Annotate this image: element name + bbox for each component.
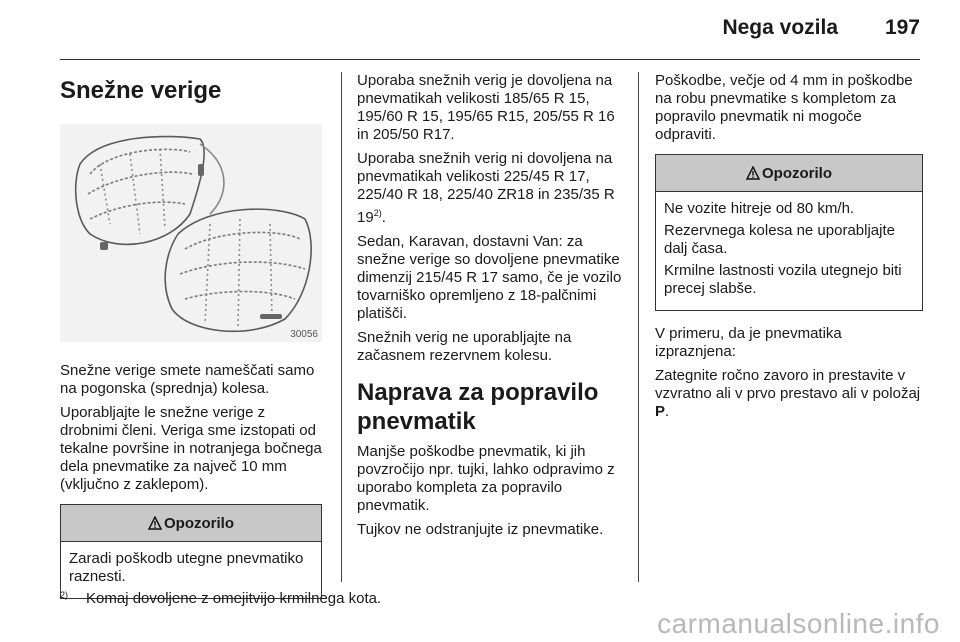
heading-snow-chains: Snežne verige [60, 77, 222, 104]
warning-box [655, 154, 923, 311]
paragraph-end: . [381, 209, 386, 226]
warning-body [656, 192, 922, 310]
paragraph-text: Zategnite ročno zavoro in prestavite v vzvratno ali v prvo prestavo ali v položaj [655, 367, 921, 402]
snow-chains-illustration [60, 124, 322, 342]
paragraph: Uporaba snežnih verig je dovoljena na pnevmatikah velikosti 185/65 R 15, 195/60 R 15, 195/65 R15, 205/55 R 16 in 205/50 R17. [357, 72, 615, 143]
footnote [60, 590, 381, 607]
warning-box [60, 504, 322, 599]
snow-chain-drawing [60, 124, 322, 342]
section-title: Nega vozila [722, 16, 838, 39]
column-divider [341, 72, 342, 582]
warning-header [61, 505, 321, 542]
paragraph: Manjše poškodbe pnevmatik, ki jih povzročijo npr. tujki, lahko odpravimo z uporabo kompleta za popravilo pnevmatik. [357, 442, 615, 514]
warning-triangle-icon [148, 516, 162, 530]
paragraph: Poškodbe, večje od 4 mm in poškodbe na robu pnevmatike s kompletom za popravilo pnevmatik ni mogoče odpraviti. [655, 72, 913, 143]
paragraph-end: . [665, 403, 670, 420]
watermark: carmanualsonline.info [657, 608, 940, 639]
paragraph: Tujkov ne odstranjujte iz pnevmatike. [357, 520, 604, 538]
column-left [60, 70, 322, 613]
warning-item: Krmilne lastnosti vozila utegnejo biti precej slabše. [664, 262, 902, 297]
warning-text: Zaradi poškodb utegne pnevmatiko raznesti. [69, 550, 304, 586]
page-header [60, 0, 920, 60]
warning-title: Opozorilo [762, 164, 832, 182]
paragraph: Snežne verige smete nameščati samo na pogonska (sprednja) kolesa. [60, 362, 315, 398]
footnote-ref: 2) [373, 208, 382, 218]
figure-code: 30056 [290, 329, 318, 341]
gear-position-p: P [655, 403, 666, 420]
warning-item: Ne vozite hitreje od 80 km/h. [664, 200, 855, 217]
page-number: 197 [884, 16, 920, 39]
paragraph: Sedan, Karavan, dostavni Van: za snežne verige so dovoljene pnevmatike dimenzij 215/45 R 17 samo, če je vozilo tovarniško opremljeno z 18-palčnimi platišči. [357, 233, 622, 322]
footnote-text: Komaj dovoljene z omejitvijo krmilnega kota. [86, 590, 382, 607]
paragraph: Snežnih verig ne uporabljajte na začasnem rezervnem kolesu. [357, 329, 572, 364]
column-divider [638, 72, 639, 582]
paragraph: V primeru, da je pnevmatika izpraznjena: [655, 325, 842, 360]
heading-tire-repair-kit: Naprava za popravilo pnevmatik [357, 379, 599, 435]
paragraph [357, 150, 623, 227]
footnote-mark: 2) [60, 590, 69, 600]
paragraph: Uporabljajte le snežne verige z drobnimi členi. Veriga sme izstopati od tekalne površine in notranjega bočnega dela pnevmatike za največ 10 mm (vključno z zaklepom). [60, 404, 322, 494]
warning-item: Rezervnega kolesa ne uporabljajte dalj časa. [664, 222, 895, 257]
warning-title: Opozorilo [164, 514, 234, 532]
column-middle [357, 72, 623, 545]
column-right [655, 72, 923, 427]
warning-triangle-icon [746, 166, 760, 180]
header-divider [60, 59, 920, 60]
warning-header [656, 155, 922, 192]
paragraph-text: Uporaba snežnih verig ni dovoljena na pnevmatikah velikosti 225/45 R 17, 225/40 R 18, 225/40 ZR18 in 235/35 R 19 [357, 150, 615, 226]
paragraph [655, 367, 923, 421]
